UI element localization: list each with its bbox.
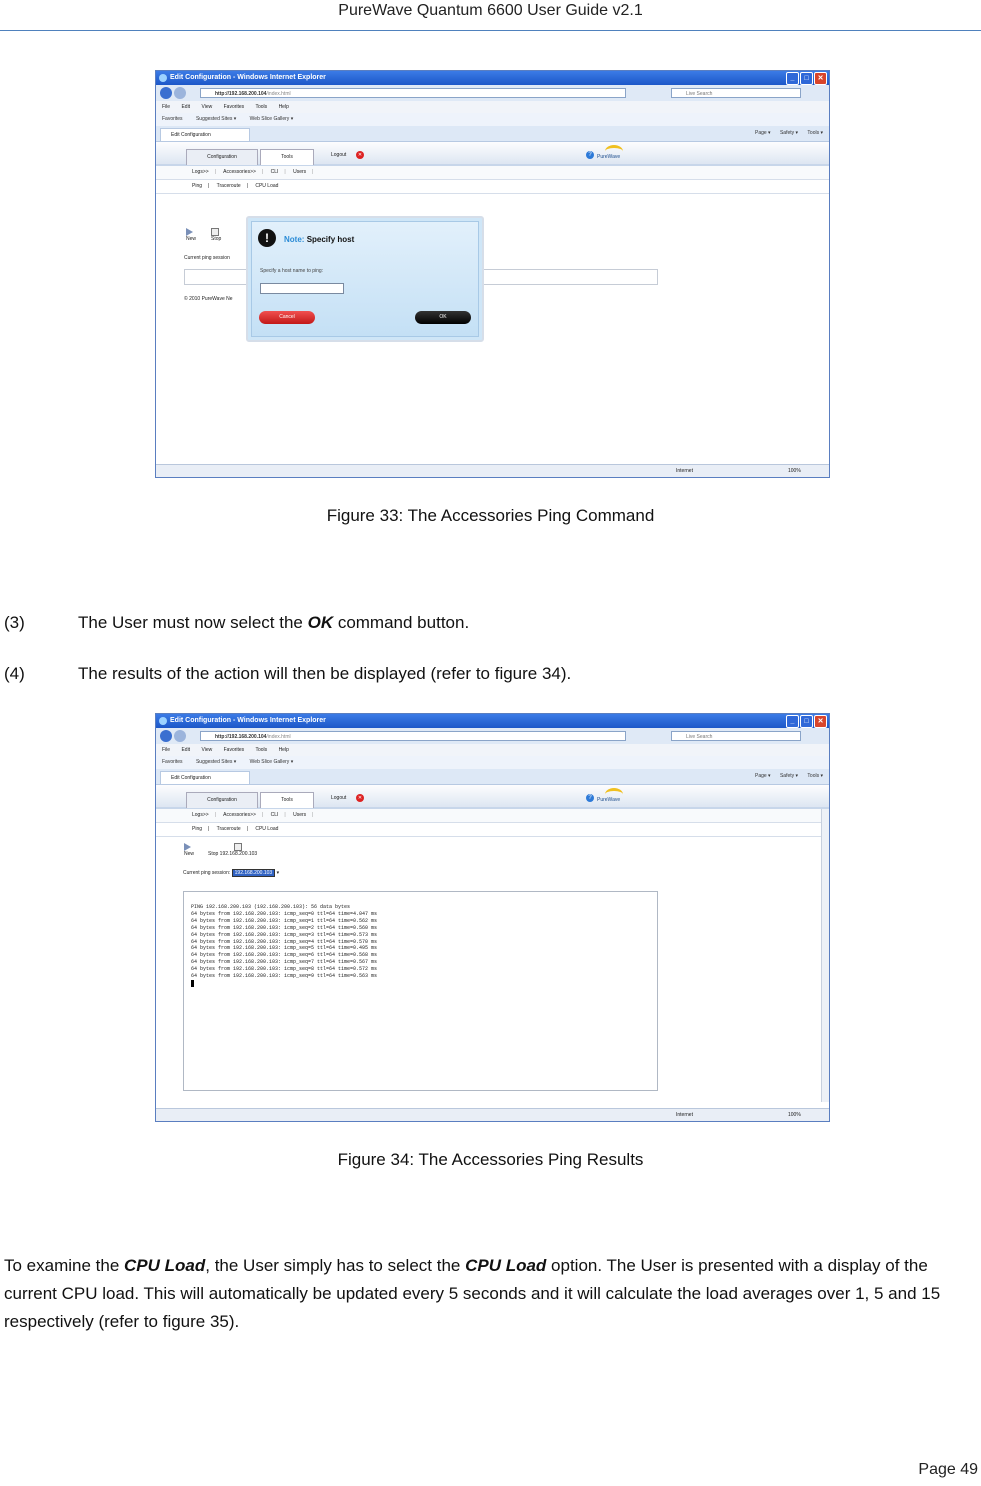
- favorites-bar: [156, 113, 829, 126]
- tab-tools[interactable]: Tools: [260, 792, 314, 808]
- url-host: http://192.168.200.104: [215, 734, 267, 740]
- session-label: Current ping session:: [183, 870, 231, 876]
- para-text-1: To examine the: [4, 1256, 125, 1275]
- text-cursor: [191, 980, 194, 987]
- page-menu[interactable]: Page ▾: [754, 130, 771, 136]
- step-number: (3): [4, 613, 25, 632]
- new-label: New: [184, 851, 195, 857]
- step-3-text-a: The User must now select the: [78, 613, 308, 632]
- command-bar: [747, 128, 823, 139]
- window-controls: [785, 715, 827, 729]
- suggested-sites-link[interactable]: Suggested Sites ▾: [195, 116, 237, 122]
- menu-edit[interactable]: Edit: [181, 747, 191, 753]
- menu-view[interactable]: View: [201, 747, 213, 753]
- subnav-logs[interactable]: Logs>>: [192, 812, 209, 818]
- tab-bar: [156, 126, 829, 142]
- menu-bar: [156, 744, 829, 756]
- ie-icon: [159, 717, 167, 725]
- window-titlebar: [156, 71, 829, 85]
- nav-traceroute[interactable]: Traceroute: [216, 183, 241, 189]
- ok-button[interactable]: OK: [415, 311, 471, 324]
- vertical-scrollbar[interactable]: [821, 785, 829, 1102]
- back-icon[interactable]: [160, 87, 172, 99]
- step-4-text: The results of the action will then be displayed (refer to figure 34).: [78, 664, 572, 683]
- suggested-sites-link[interactable]: Suggested Sites ▾: [195, 759, 237, 765]
- subnav-accessories[interactable]: Accessories>>: [223, 812, 256, 818]
- help-icon[interactable]: ?: [586, 794, 594, 802]
- output-line: 64 bytes from 192.168.200.103: icmp_seq=5 ttl=64 time=0.495 ms: [191, 945, 378, 952]
- close-button[interactable]: ✕: [814, 72, 827, 85]
- nav-cpu-load[interactable]: CPU Load: [255, 826, 279, 832]
- maximize-button[interactable]: □: [800, 72, 813, 85]
- maximize-button[interactable]: □: [800, 715, 813, 728]
- ie-icon: [159, 74, 167, 82]
- output-line: 64 bytes from 192.168.200.103: icmp_seq=3 ttl=64 time=0.573 ms: [191, 931, 378, 938]
- output-line: 64 bytes from 192.168.200.103: icmp_seq=8 ttl=64 time=0.572 ms: [191, 966, 378, 973]
- dialog-title-text: Specify host: [306, 235, 355, 244]
- live-search-input[interactable]: [671, 731, 801, 741]
- logout-icon[interactable]: ✕: [357, 795, 363, 801]
- nav-ping[interactable]: Ping: [192, 183, 203, 189]
- logout-link[interactable]: Logout: [331, 152, 347, 158]
- url-path: /index.html: [266, 91, 291, 97]
- accessories-tools-nav: Ping | Traceroute | CPU Load: [156, 180, 829, 194]
- window-title: Edit Configuration - Windows Internet Explorer: [170, 74, 326, 81]
- menu-help[interactable]: Help: [278, 747, 289, 753]
- search-placeholder: Live Search: [686, 734, 713, 740]
- status-zone: Internet: [676, 468, 693, 474]
- status-bar: [156, 1108, 829, 1121]
- search-placeholder: Live Search: [686, 91, 713, 97]
- subnav-cli[interactable]: CLI: [270, 812, 279, 818]
- web-slice-link[interactable]: Web Slice Gallery ▾: [249, 759, 294, 765]
- web-content: [156, 785, 829, 1102]
- output-line: 64 bytes from 192.168.200.103: icmp_seq=4 ttl=64 time=0.570 ms: [191, 938, 378, 945]
- dialog-note-label: Note:: [284, 235, 305, 244]
- address-input[interactable]: [200, 88, 626, 98]
- output-line: 64 bytes from 192.168.200.103: icmp_seq=9 ttl=64 time=0.563 ms: [191, 973, 378, 980]
- step-3-text-b: command button.: [333, 613, 470, 632]
- subnav-users[interactable]: Users: [293, 812, 307, 818]
- document-header: [0, 0, 981, 31]
- nav-traceroute[interactable]: Traceroute: [216, 826, 241, 832]
- menu-tools[interactable]: Tools: [255, 747, 268, 753]
- session-select[interactable]: 192.168.200.103: [232, 869, 276, 877]
- cancel-button[interactable]: Cancel: [259, 311, 315, 324]
- host-input[interactable]: [260, 283, 344, 294]
- stop-button[interactable]: [211, 228, 221, 242]
- command-bar: [747, 771, 823, 782]
- app-topnav: [156, 142, 829, 166]
- zoom-level[interactable]: 100%: [788, 468, 801, 474]
- forward-icon[interactable]: [174, 87, 186, 99]
- menu-help[interactable]: Help: [278, 104, 289, 110]
- stop-label: Stop 192.168.200.103: [208, 851, 258, 857]
- tools-menu[interactable]: Tools ▾: [807, 130, 823, 136]
- document-title: PureWave Quantum 6600 User Guide v2.1: [338, 2, 643, 19]
- logout-link[interactable]: Logout: [331, 795, 347, 801]
- cpu-load-emphasis: CPU Load: [465, 1256, 547, 1275]
- play-icon: [184, 843, 191, 851]
- subnav-users[interactable]: Users: [293, 169, 307, 175]
- session-row: [183, 869, 279, 877]
- window-controls: [785, 72, 827, 86]
- url-host: http://192.168.200.104: [215, 91, 267, 97]
- purewave-logo: [597, 788, 637, 806]
- purewave-logo: [597, 145, 637, 163]
- dialog-title: [284, 235, 354, 244]
- copyright-text: © 2010 PureWave Ne: [184, 296, 233, 302]
- output-line: 64 bytes from 192.168.200.103: icmp_seq=0 ttl=64 time=4.047 ms: [191, 910, 378, 917]
- minimize-button[interactable]: _: [786, 715, 799, 728]
- figure-34-caption: Figure 34: The Accessories Ping Results: [337, 1150, 644, 1169]
- output-line: 64 bytes from 192.168.200.103: icmp_seq=2 ttl=64 time=0.560 ms: [191, 924, 378, 931]
- step-number: (4): [4, 664, 25, 683]
- logo-text: PureWave: [597, 797, 621, 803]
- close-button[interactable]: ✕: [814, 715, 827, 728]
- session-label: Current ping session: [184, 255, 230, 261]
- figure-34-screenshot: [155, 713, 830, 1122]
- ok-emphasis: OK: [307, 613, 334, 632]
- new-button[interactable]: [184, 843, 194, 857]
- output-line: 64 bytes from 192.168.200.103: icmp_seq=6 ttl=64 time=0.568 ms: [191, 952, 378, 959]
- accessories-subnav: Logs>> | Accessories>> | CLI | Users |: [156, 166, 829, 180]
- ping-output-box: [183, 891, 658, 1091]
- output-line: 64 bytes from 192.168.200.103: icmp_seq=1 ttl=64 time=0.562 ms: [191, 917, 378, 924]
- address-bar-row: [156, 85, 829, 101]
- help-icon[interactable]: ?: [586, 151, 594, 159]
- logo-text: PureWave: [597, 154, 621, 160]
- tab-configuration[interactable]: Configuration: [186, 149, 258, 165]
- step-3: [4, 613, 469, 633]
- page-menu[interactable]: Page ▾: [754, 773, 771, 779]
- menu-bar: [156, 101, 829, 113]
- address-bar-row: [156, 728, 829, 744]
- figure-33-screenshot: [155, 70, 830, 478]
- url-path: /index.html: [266, 734, 291, 740]
- stop-button[interactable]: [208, 843, 257, 857]
- output-line: 64 bytes from 192.168.200.103: icmp_seq=7 ttl=64 time=0.567 ms: [191, 959, 378, 966]
- stop-icon: [234, 843, 242, 851]
- stop-label: Stop: [211, 236, 222, 242]
- back-icon[interactable]: [160, 730, 172, 742]
- host-label: Specify a host name to ping:: [260, 268, 324, 274]
- tab-bar: [156, 769, 829, 785]
- browser-tab[interactable]: Edit Configuration: [160, 128, 250, 141]
- live-search-input[interactable]: [671, 88, 801, 98]
- subnav-accessories[interactable]: Accessories>>: [223, 169, 256, 175]
- favorites-bar: [156, 756, 829, 769]
- new-label: New: [186, 236, 197, 242]
- output-line: PING 192.168.200.103 (192.168.200.103): 56 data bytes: [191, 904, 351, 910]
- minimize-button[interactable]: _: [786, 72, 799, 85]
- specify-host-dialog: [246, 216, 484, 342]
- accessories-tools-nav: Ping | Traceroute | CPU Load: [156, 823, 829, 837]
- page-number: Page 49: [918, 1461, 978, 1478]
- menu-edit[interactable]: Edit: [181, 104, 191, 110]
- figure-33-caption: Figure 33: The Accessories Ping Command: [326, 506, 655, 525]
- window-title: Edit Configuration - Windows Internet Explorer: [170, 717, 326, 724]
- accessories-subnav: Logs>> | Accessories>> | CLI | Users |: [156, 809, 829, 823]
- favorites-button[interactable]: Favorites: [162, 116, 183, 122]
- menu-file[interactable]: File: [162, 104, 171, 110]
- safety-menu[interactable]: Safety ▾: [779, 130, 799, 136]
- logout-icon[interactable]: ✕: [357, 152, 363, 158]
- menu-tools[interactable]: Tools: [255, 104, 268, 110]
- favorites-button[interactable]: Favorites: [162, 759, 183, 765]
- app-topnav: [156, 785, 829, 809]
- chevron-down-icon[interactable]: ▾: [275, 870, 280, 876]
- menu-favorites[interactable]: Favorites: [223, 104, 245, 110]
- warning-icon: !: [258, 229, 276, 247]
- web-slice-link[interactable]: Web Slice Gallery ▾: [249, 116, 294, 122]
- window-titlebar: [156, 714, 829, 728]
- menu-view[interactable]: View: [201, 104, 213, 110]
- cpu-load-emphasis: CPU Load: [124, 1256, 206, 1275]
- menu-favorites[interactable]: Favorites: [223, 747, 245, 753]
- subnav-cli[interactable]: CLI: [270, 169, 279, 175]
- address-input[interactable]: [200, 731, 626, 741]
- new-button[interactable]: [186, 228, 196, 242]
- para-text-2: , the User simply has to select the: [205, 1256, 466, 1275]
- subnav-logs[interactable]: Logs>>: [192, 169, 209, 175]
- cpu-load-paragraph: [4, 1252, 979, 1336]
- tab-tools[interactable]: Tools: [260, 149, 314, 165]
- para-text-3: option. The User is presented with a display of the current CPU load. This will automatically be updated every 5 seconds and it will calculate the load averages over 1, 5 and 15 respectively (refer to figure 35).: [4, 1256, 941, 1331]
- status-bar: [156, 464, 829, 477]
- tab-configuration[interactable]: Configuration: [186, 792, 258, 808]
- zoom-level[interactable]: 100%: [788, 1112, 801, 1118]
- step-4: [4, 664, 571, 684]
- forward-icon[interactable]: [174, 730, 186, 742]
- tools-menu[interactable]: Tools ▾: [807, 773, 823, 779]
- browser-tab[interactable]: Edit Configuration: [160, 771, 250, 784]
- status-zone: Internet: [676, 1112, 693, 1118]
- play-icon: [186, 228, 193, 236]
- safety-menu[interactable]: Safety ▾: [779, 773, 799, 779]
- stop-icon: [211, 228, 219, 236]
- nav-cpu-load[interactable]: CPU Load: [255, 183, 279, 189]
- web-content: [156, 142, 829, 458]
- nav-ping[interactable]: Ping: [192, 826, 203, 832]
- menu-file[interactable]: File: [162, 747, 171, 753]
